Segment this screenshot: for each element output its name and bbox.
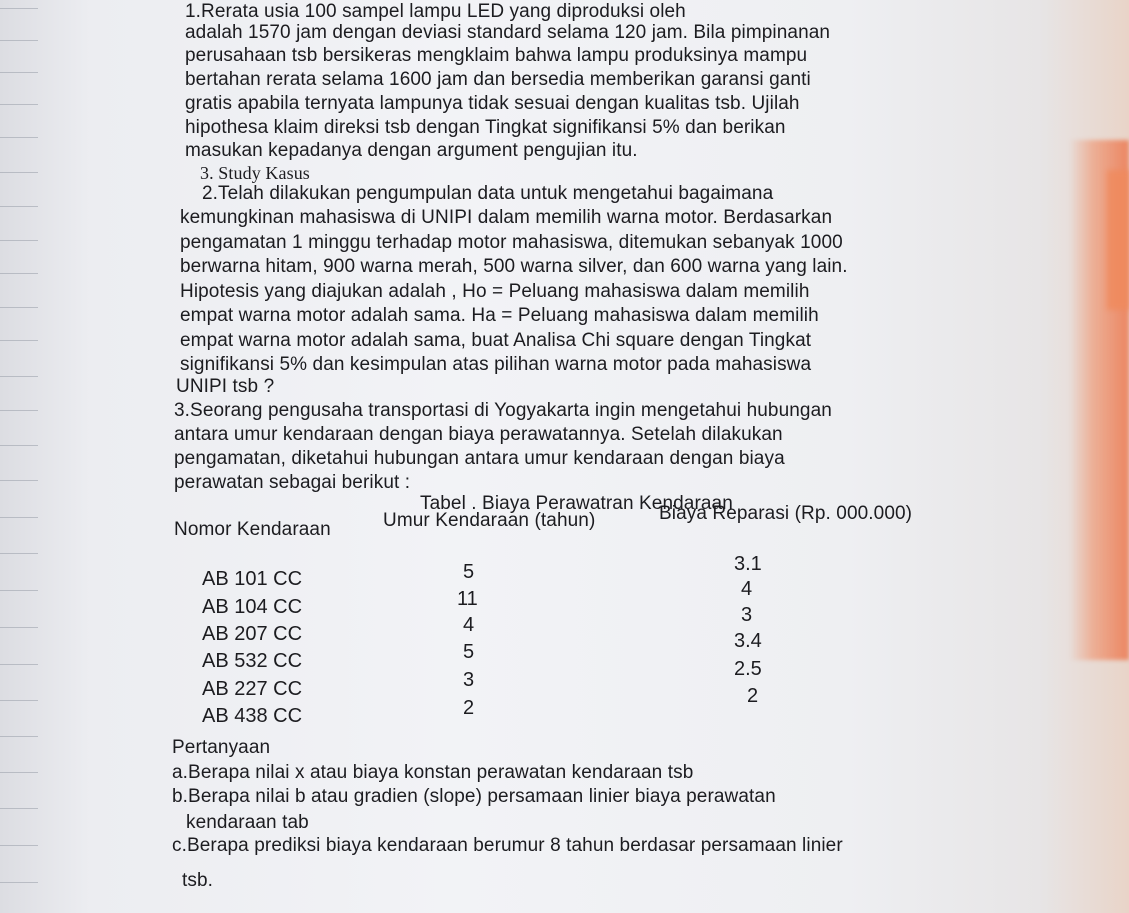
problem2-line-5: Hipotesis yang diajukan adalah , Ho = Peluang mahasiswa dalam memilih [180, 281, 810, 302]
table-cell-age: 5 [463, 641, 475, 663]
table-cell-vehicle: AB 227 CC [202, 678, 303, 700]
problem1-line-2-text: adalah 1570 jam dengan deviasi standard selama 120 jam. Bila pimpinanan [185, 22, 831, 43]
table-header-cost: Biaya Reparasi (Rp. 000.000) [659, 503, 913, 524]
problem3-line-1: 3.Seorang pengusaha transportasi di Yogyakarta ingin mengetahui hubungan [174, 400, 832, 421]
table-cell-cost: 3.4 [734, 630, 762, 652]
problem3-line-2: antara umur kendaraan dengan biaya perawatannya. Setelah dilakukan [174, 424, 783, 445]
question-c-continued: tsb. [182, 870, 214, 891]
table-cell-age: 3 [463, 669, 475, 691]
table-cell-vehicle: AB 532 CC [202, 650, 303, 672]
question-a: a.Berapa nilai x atau biaya konstan perawatan kendaraan tsb [172, 762, 694, 783]
problem2-line-8: signifikansi 5% dan kesimpulan atas pilihan warna motor pada mahasiswa [180, 354, 812, 375]
table-cell-cost: 3.1 [734, 553, 762, 575]
background-orange-object-core [1107, 170, 1129, 310]
table-cell-age: 5 [463, 561, 475, 583]
questions-heading: Pertanyaan [172, 737, 271, 758]
table-cell-vehicle: AB 438 CC [202, 705, 303, 727]
section-heading: 3. Study Kasus [200, 163, 310, 183]
table-cell-vehicle: AB 101 CC [202, 568, 303, 590]
problem2-line-3: pengamatan 1 minggu terhadap motor mahasiswa, ditemukan sebanyak 1000 [180, 232, 843, 253]
question-c: c.Berapa prediksi biaya kendaraan berumur 8 tahun berdasar persamaan linier [172, 835, 843, 856]
problem3-line-3: pengamatan, diketahui hubungan antara umur kendaraan dengan biaya [174, 448, 785, 469]
table-cell-vehicle: AB 104 CC [202, 596, 303, 618]
problem1-line-7: masukan kepadanya dengan argument pengujian itu. [185, 140, 638, 161]
problem2-line-1: 2.Telah dilakukan pengumpulan data untuk mengetahui bagaimana [202, 183, 774, 204]
table-cell-vehicle: AB 207 CC [202, 623, 303, 645]
table-cell-cost: 2.5 [734, 658, 762, 680]
problem1-line-1: 1.Rerata usia 100 sampel lampu LED yang diproduksi oleh [185, 1, 686, 22]
table-cell-age: 4 [463, 614, 475, 636]
problem2-line-6: empat warna motor adalah sama. Ha = Peluang mahasiswa dalam memilih [180, 305, 819, 326]
problem3-line-4: perawatan sebagai berikut : [174, 472, 411, 493]
table-caption: Tabel . Biaya Perawatran Kendaraan [420, 493, 733, 514]
problem1-line-3: perusahaan tsb bersikeras mengklaim bahwa lampu produksinya mampu [185, 45, 808, 66]
problem2-line-9: UNIPI tsb ? [176, 376, 275, 397]
problem2-line-4: berwarna hitam, 900 warna merah, 500 warna silver, dan 600 warna yang lain. [180, 256, 848, 277]
table-header-age: Umur Kendaraan (tahun) [383, 510, 596, 531]
question-b-continued: kendaraan tab [186, 812, 309, 833]
table-cell-age: 2 [463, 697, 475, 719]
question-b: b.Berapa nilai b atau gradien (slope) persamaan linier biaya perawatan [172, 786, 776, 807]
table-cell-cost: 2 [747, 685, 759, 707]
problem1-line-2 [185, 22, 935, 44]
problem1-line-6: hipothesa klaim direksi tsb dengan Tingkat signifikansi 5% dan berikan [185, 117, 786, 138]
problem1-line-4: bertahan rerata selama 1600 jam dan bersedia memberikan garansi ganti [185, 69, 811, 90]
table-cell-cost: 3 [741, 604, 753, 626]
problem2-line-2: kemungkinan mahasiswa di UNIPI dalam memilih warna motor. Berdasarkan [180, 207, 833, 228]
problem1-line-5: gratis apabila ternyata lampunya tidak sesuai dengan kualitas tsb. Ujilah [185, 93, 800, 114]
problem2-line-7: empat warna motor adalah sama, buat Analisa Chi square dengan Tingkat [180, 330, 812, 351]
table-cell-age: 11 [457, 588, 478, 610]
table-header-vehicle: Nomor Kendaraan [174, 519, 331, 540]
notebook-margin-lines [0, 0, 40, 913]
table-cell-cost: 4 [741, 578, 753, 600]
